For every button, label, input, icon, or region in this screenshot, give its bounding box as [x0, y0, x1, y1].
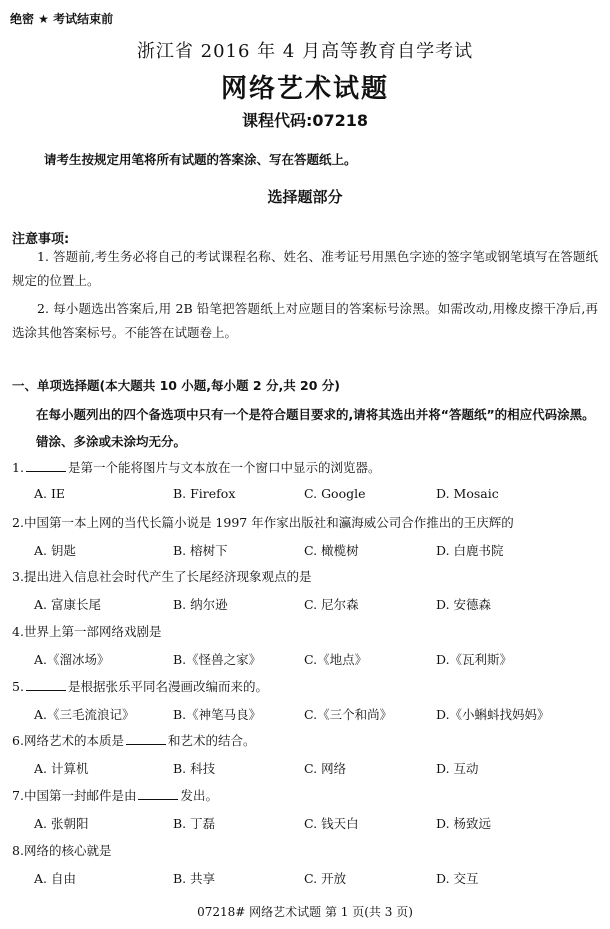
page-footer: 07218# 网络艺术试题 第 1 页(共 3 页): [197, 905, 413, 919]
option-b: B. 丁磊: [173, 816, 216, 831]
question-stem: 1. 是第一个能将图片与文本放在一个窗口中显示的浏览器。: [12, 460, 381, 475]
option-c: C.《三个和尚》: [304, 707, 393, 722]
option-a: A. 张朝阳: [34, 816, 89, 831]
question-stem: 4.世界上第一部网络戏剧是: [12, 624, 162, 639]
option-c: C. Google: [304, 486, 366, 501]
answer-blank: [126, 733, 166, 745]
answer-instruction: 请考生按规定用笔将所有试题的答案涂、写在答题纸上。: [44, 152, 357, 167]
answer-blank: [138, 788, 178, 800]
option-b: B. 共享: [173, 871, 216, 886]
note-item: 2. 每小题选出答案后,用 2B 铅笔把答题纸上对应题目的答案标号涂黑。如需改动,用橡皮擦干净后,再选涂其他答案标号。不能答在试题卷上。: [12, 301, 598, 340]
option-d: D.《小蝌蚪找妈妈》: [436, 707, 550, 722]
option-c: C. 尼尔森: [304, 597, 359, 612]
option-a: A. IE: [34, 486, 66, 501]
option-c: C. 橄榄树: [304, 543, 359, 558]
option-b: B.《怪兽之家》: [173, 652, 262, 667]
option-a: A.《溜冰场》: [34, 652, 110, 667]
option-b: B. 纳尔逊: [173, 597, 228, 612]
course-code: 课程代码:07218: [241, 111, 369, 130]
answer-blank: [26, 679, 66, 691]
option-b: B. 科技: [173, 761, 216, 776]
paper-title: 网络艺术试题: [220, 74, 389, 104]
notes-heading: 注意事项:: [12, 232, 70, 247]
option-a: A. 钥匙: [34, 543, 76, 558]
option-a: A. 计算机: [34, 761, 89, 776]
question-stem: 7.中国第一封邮件是由 发出。: [12, 788, 218, 803]
exam-title: 浙江省 2016 年 4 月高等教育自学考试: [136, 41, 474, 62]
option-c: C. 开放: [304, 871, 347, 886]
option-d: D.《瓦利斯》: [436, 652, 513, 667]
option-c: C. 网络: [304, 761, 347, 776]
option-d: D. Mosaic: [436, 486, 499, 501]
option-d: D. 白鹿书院: [436, 543, 504, 558]
confidential-mark: 绝密 ★ 考试结束前: [10, 12, 114, 26]
option-c: C. 钱天白: [304, 816, 359, 831]
question-stem: 3.提出进入信息社会时代产生了长尾经济现象观点的是: [12, 569, 312, 584]
option-b: B.《神笔马良》: [173, 707, 262, 722]
question-stem: 6.网络艺术的本质是 和艺术的结合。: [12, 733, 256, 748]
section-heading: 一、单项选择题(本大题共 10 小题,每小题 2 分,共 20 分): [12, 378, 341, 393]
question-stem: 2.中国第一本上网的当代长篇小说是 1997 年作家出版社和瀛海威公司合作推出的王庆辉的: [12, 515, 514, 530]
option-b: B. 榕树下: [173, 543, 228, 558]
question-stem: 8.网络的核心就是: [12, 843, 112, 858]
option-b: B. Firefox: [173, 486, 236, 501]
answer-blank: [26, 460, 66, 472]
note-item: 1. 答题前,考生务必将自己的考试课程名称、姓名、准考证号用黑色字迹的签字笔或钢笔填写在答题纸规定的位置上。: [12, 249, 598, 288]
option-a: A. 自由: [34, 871, 76, 886]
option-d: D. 互动: [436, 761, 479, 776]
option-c: C.《地点》: [304, 652, 368, 667]
option-d: D. 交互: [436, 871, 479, 886]
option-a: A.《三毛流浪记》: [34, 707, 135, 722]
option-d: D. 杨致远: [436, 816, 492, 831]
part-title: 选择题部分: [267, 188, 343, 206]
section-description: 在每小题列出的四个备选项中只有一个是符合题目要求的,请将其选出并将“答题纸”的相应代码涂黑。错涂、多涂或未涂均无分。: [36, 407, 595, 449]
question-stem: 5. 是根据张乐平同名漫画改编而来的。: [12, 679, 268, 694]
option-d: D. 安德森: [436, 597, 492, 612]
option-a: A. 富康长尾: [34, 597, 101, 612]
